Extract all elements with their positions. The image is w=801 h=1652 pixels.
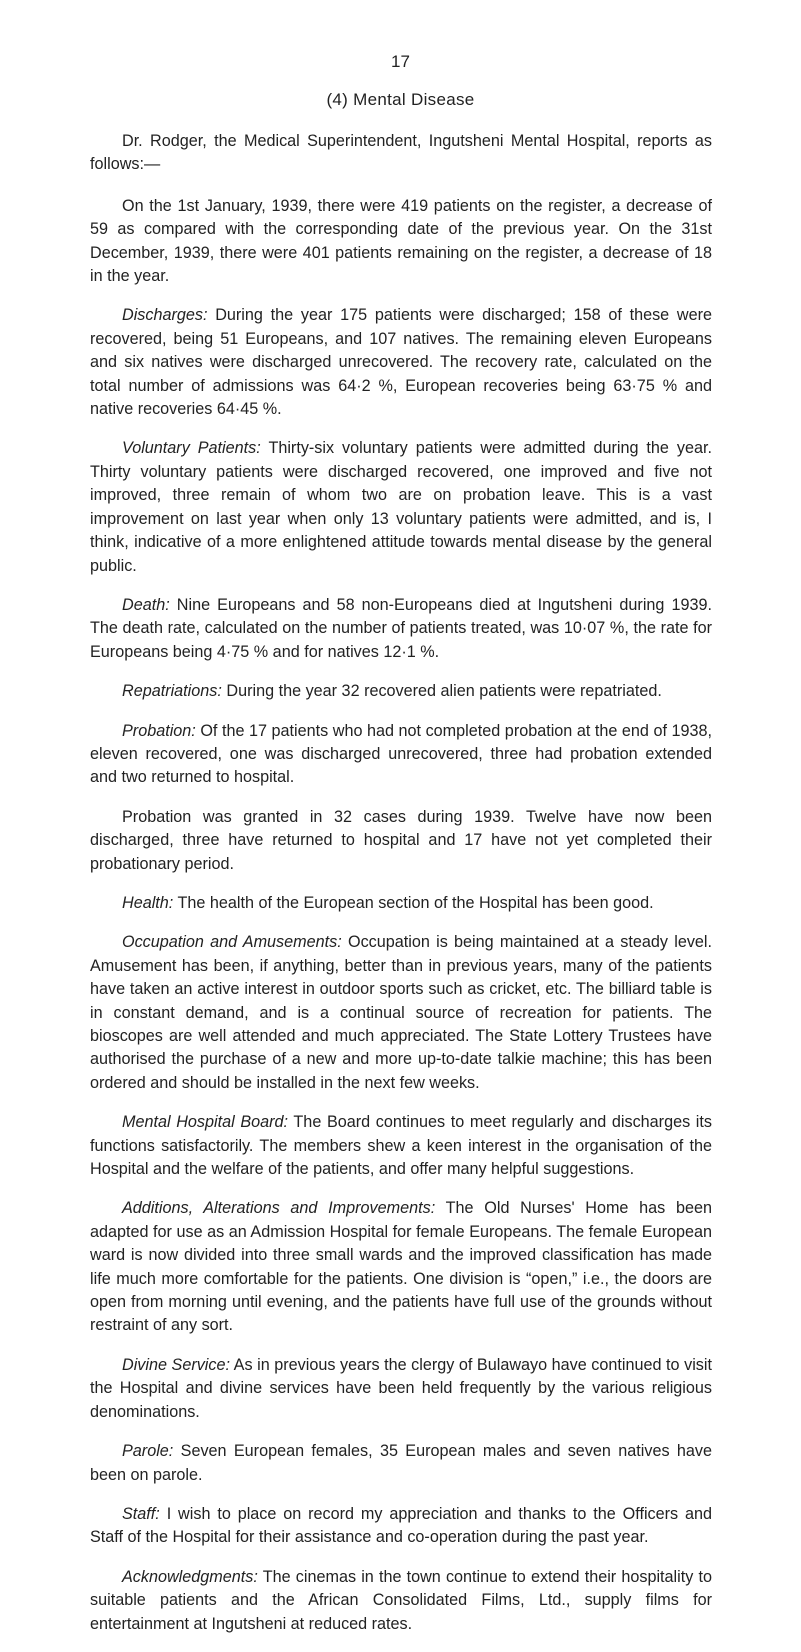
paragraph-heading: Repatriations: [122, 682, 222, 701]
paragraph-text: Of the 17 patients who had not completed probation at the end of 1938, eleven recovered, one was discharged unrecovered, three had probation extended and two returned to hospital. [90, 721, 713, 787]
paragraph-text: During the year 175 patients were discharged; 158 of these were recovered, being 51 Europeans, and 107 natives. The remaining eleven Europeans and six natives were discharged unrecovered. The recovery rate, calculated on the total number of admissions was 64·2 %, European recoveries being 63·75 % and native recoveries 64·45 %. [90, 306, 712, 419]
paragraph-text: Seven European females, 35 European males and seven natives have been on parole. [90, 1442, 712, 1484]
paragraph-text: The health of the European section of the Hospital has been good. [177, 893, 654, 912]
paragraph-heading: Death: [122, 595, 170, 614]
paragraph-voluntary-patients [90, 437, 712, 577]
paragraph-occupation [90, 931, 712, 1095]
paragraph-heading: Discharges: [122, 306, 208, 325]
paragraph-parole [90, 1440, 712, 1487]
section-title [0, 90, 801, 110]
paragraph-death [90, 594, 712, 664]
paragraph-heading: Parole: [122, 1442, 174, 1461]
paragraph-heading: Divine Service: [122, 1355, 231, 1374]
paragraph-text: As in previous years the clergy of Bulawayo have continued to visit the Hospital and divine services have been held frequently by the various religious denominations. [90, 1355, 712, 1421]
paragraph-heading: Probation: [122, 721, 196, 740]
paragraph-additions [90, 1197, 712, 1337]
paragraph-text: The Board continues to meet regularly and discharges its functions satisfactorily. The members shew a keen interest in the organisation of the Hospital and the welfare of the patients, and offer many helpful suggestions. [90, 1113, 712, 1179]
paragraph-heading: Voluntary Patients: [122, 439, 261, 458]
paragraph-text: Occupation is being maintained at a steady level. Amusement has been, if anything, better than in previous years, many of the patients have taken an active interest in outdoor sports such as cricket, etc. The billiard table is in constant demand, and is a continual source of recreation for patients. The bioscopes are well attended and much appreciated. The State Lottery Trustees have authorised the purchase of a new and more up-to-date talkie machine; this has been ordered and should be installed in the next few weeks. [90, 933, 713, 1092]
paragraph-acknowledgments [90, 1566, 712, 1636]
paragraph-intro [90, 130, 712, 177]
paragraph-divine-service [90, 1354, 712, 1424]
paragraph-text: The Old Nurses' Home has been adapted for use as an Admission Hospital for female Europeans. The female European ward is now divided into three small wards and the improved classification has made life much more comfortable for the patients. One division is “open,” i.e., the doors are open from morning until evening, and the patients have full use of the grounds without restraint of any sort. [90, 1199, 712, 1335]
paragraph-discharges [90, 304, 712, 421]
paragraph-text: During the year 32 recovered alien patients were repatriated. [226, 682, 662, 701]
paragraph-heading: Acknowledgments: [122, 1567, 258, 1586]
paragraph-hospital-board [90, 1111, 712, 1181]
paragraph-heading: Mental Hospital Board: [122, 1113, 289, 1132]
paragraph-heading: Health: [122, 893, 174, 912]
paragraph-heading: Additions, Alterations and Improvements: [122, 1199, 436, 1218]
paragraph-text: I wish to place on record my appreciation and thanks to the Officers and Staff of the Hospital for their assistance and co-operation during the past year. [90, 1504, 713, 1547]
paragraph-probation-granted [90, 806, 712, 876]
paragraph-text: The cinemas in the town continue to extend their hospitality to suitable patients and the African Consolidated Films, Ltd., supply films for entertainment at Ingutsheni at reduced rates. [90, 1567, 712, 1633]
paragraph-probation [90, 720, 712, 790]
paragraph-health [90, 892, 712, 915]
paragraph-staff [90, 1503, 712, 1550]
paragraph-heading: Staff: [122, 1504, 160, 1523]
paragraph-text: Probation was granted in 32 cases during 1939. Twelve have now been discharged, three have returned to hospital and 17 have not yet completed their probationary period. [90, 807, 712, 873]
section-title-text: Mental Disease [353, 90, 475, 109]
paragraph-text: On the 1st January, 1939, there were 419 patients on the register, a decrease of 59 as compared with the corresponding date of the previous year. On the 31st December, 1939, there were 401 patients remaining on the register, a decrease of 18 in the year. [90, 196, 712, 286]
paragraph-text: Dr. Rodger, the Medical Superintendent, Ingutsheni Mental Hospital, reports as follows:— [90, 132, 712, 174]
paragraph-register [90, 195, 712, 289]
paragraph-repatriations [90, 680, 712, 703]
report-body [90, 130, 712, 1652]
paragraph-heading: Occupation and Amusements: [122, 933, 342, 952]
section-number: (4) [326, 90, 349, 109]
page-number: 17 [391, 52, 410, 71]
paragraph-text: Nine Europeans and 58 non-Europeans died at Ingutsheni during 1939. The death rate, calculated on the number of patients treated, was 10·07 %, the rate for Europeans being 4·75 % and for natives 12·1 %. [90, 595, 713, 661]
paragraph-text: Thirty-six voluntary patients were admitted during the year. Thirty voluntary patients were discharged recovered, one improved and five not improved, three remain of whom two are on probation leave. This is a vast improvement on last year when only 13 voluntary patients were admitted, and is, I think, indicative of a more enlightened attitude towards mental disease by the general public. [90, 439, 712, 575]
